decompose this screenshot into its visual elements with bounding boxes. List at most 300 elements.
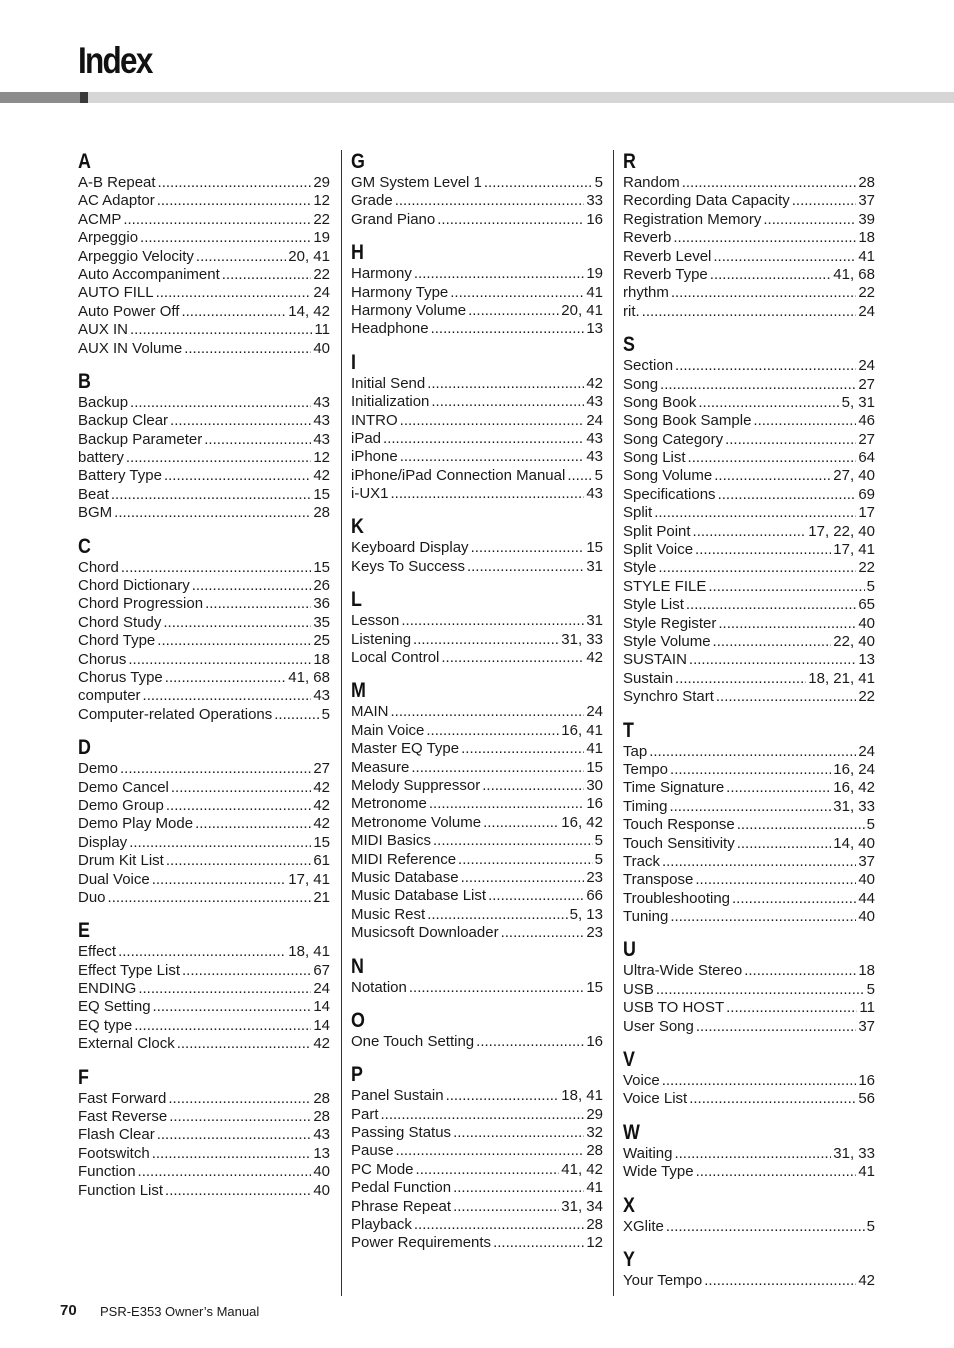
entry-pages: 42 bbox=[313, 796, 330, 814]
dot-leader bbox=[431, 320, 585, 338]
index-entry bbox=[623, 523, 875, 541]
index-entry bbox=[351, 887, 603, 905]
index-entry bbox=[351, 851, 603, 869]
dot-leader bbox=[737, 835, 832, 853]
dot-leader bbox=[670, 761, 831, 779]
dot-leader bbox=[642, 303, 857, 321]
index-entry bbox=[351, 777, 603, 795]
entry-pages: 20, 41 bbox=[288, 247, 330, 265]
index-section bbox=[623, 938, 875, 1036]
entry-pages: 18 bbox=[858, 229, 875, 247]
dot-leader bbox=[567, 467, 592, 485]
entry-pages: 36 bbox=[313, 595, 330, 613]
dot-leader bbox=[675, 670, 806, 688]
section-letter: W bbox=[623, 1120, 640, 1144]
index-entry bbox=[78, 632, 330, 650]
index-entry bbox=[78, 852, 330, 870]
entry-term: MIDI Reference bbox=[351, 850, 457, 868]
index-entry bbox=[351, 1142, 603, 1160]
entry-pages: 15 bbox=[313, 558, 330, 576]
dot-leader bbox=[662, 1072, 857, 1090]
entry-pages: 41 bbox=[858, 1163, 875, 1181]
entry-term: BGM bbox=[78, 504, 113, 522]
index-entry bbox=[351, 1033, 603, 1051]
entry-term: Section bbox=[623, 357, 674, 375]
entry-pages: 13 bbox=[858, 651, 875, 669]
entry-term: GM System Level 1 bbox=[351, 174, 482, 191]
dot-leader bbox=[222, 266, 312, 284]
index-section bbox=[351, 241, 603, 339]
index-entry bbox=[623, 303, 875, 321]
index-entry bbox=[351, 1179, 603, 1197]
entry-pages: 42 bbox=[313, 1035, 330, 1053]
entry-pages: 41 bbox=[586, 740, 603, 758]
entry-term: AUTO FILL bbox=[78, 284, 154, 302]
entry-pages: 44 bbox=[858, 889, 875, 907]
index-entry bbox=[623, 962, 875, 980]
dot-leader bbox=[763, 211, 856, 229]
entry-pages: 37 bbox=[858, 852, 875, 870]
entry-term: Wide Type bbox=[623, 1163, 694, 1181]
dot-leader bbox=[654, 504, 856, 522]
dot-leader bbox=[409, 979, 584, 997]
entry-term: PC Mode bbox=[351, 1160, 414, 1178]
dot-leader bbox=[718, 486, 857, 504]
dot-leader bbox=[205, 595, 311, 613]
index-entry bbox=[623, 871, 875, 889]
entry-term: Voice bbox=[623, 1072, 660, 1090]
dot-leader bbox=[704, 1272, 856, 1290]
entry-pages: 40 bbox=[858, 614, 875, 632]
header-rule-dark bbox=[0, 92, 88, 103]
index-section bbox=[351, 150, 603, 229]
section-letter: K bbox=[351, 515, 364, 539]
entry-term: One Touch Setting bbox=[351, 1032, 475, 1050]
entry-term: Arpeggio bbox=[78, 229, 139, 247]
entry-term: Notation bbox=[351, 978, 407, 996]
dot-leader bbox=[713, 248, 856, 266]
entry-term: iPhone bbox=[351, 448, 398, 466]
entry-term: Tap bbox=[623, 742, 648, 760]
dot-leader bbox=[689, 1090, 856, 1108]
dot-leader bbox=[383, 430, 584, 448]
entry-pages: 42 bbox=[313, 778, 330, 796]
dot-leader bbox=[669, 798, 831, 816]
index-entry bbox=[78, 394, 330, 412]
entry-term: Style List bbox=[623, 596, 684, 614]
entry-term: Duo bbox=[78, 888, 106, 906]
entry-term: Pause bbox=[351, 1142, 394, 1160]
index-entry bbox=[623, 229, 875, 247]
entry-term: Song Book bbox=[623, 393, 697, 411]
dot-leader bbox=[660, 376, 856, 394]
entry-term: USB TO HOST bbox=[623, 999, 725, 1017]
entry-pages: 24 bbox=[858, 357, 875, 375]
index-entry bbox=[78, 266, 330, 284]
entry-term: Auto Power Off bbox=[78, 302, 180, 320]
entry-term: Main Voice bbox=[351, 721, 425, 739]
dot-leader bbox=[164, 467, 311, 485]
index-entry bbox=[623, 266, 875, 284]
entry-pages: 15 bbox=[313, 485, 330, 503]
dot-leader bbox=[181, 303, 286, 321]
dot-leader bbox=[118, 943, 286, 961]
entry-term: Registration Memory bbox=[623, 210, 762, 228]
entry-term: Sustain bbox=[623, 669, 674, 687]
entry-pages: 28 bbox=[586, 1142, 603, 1160]
entry-pages: 16, 24 bbox=[833, 760, 875, 778]
index-entry bbox=[623, 1272, 875, 1290]
entry-term: Split bbox=[623, 504, 653, 522]
index-entry bbox=[623, 633, 875, 651]
entry-pages: 15 bbox=[313, 833, 330, 851]
dot-leader bbox=[426, 722, 559, 740]
entry-pages: 28 bbox=[586, 1216, 603, 1234]
entry-term: Chord Type bbox=[78, 632, 156, 650]
index-entry bbox=[623, 486, 875, 504]
index-section bbox=[351, 679, 603, 942]
entry-pages: 40 bbox=[313, 1163, 330, 1181]
section-letter: M bbox=[351, 679, 366, 703]
entry-pages: 26 bbox=[313, 577, 330, 595]
index-entry bbox=[623, 779, 875, 797]
index-entry bbox=[623, 816, 875, 834]
dot-leader bbox=[204, 431, 311, 449]
entry-term: Your Tempo bbox=[623, 1271, 703, 1289]
entry-term: Pedal Function bbox=[351, 1179, 452, 1197]
index-entry bbox=[78, 340, 330, 358]
entry-term: Chord Dictionary bbox=[78, 577, 190, 595]
entry-term: Ultra-Wide Stereo bbox=[623, 962, 743, 980]
dot-leader bbox=[156, 284, 312, 302]
index-entry bbox=[78, 797, 330, 815]
entry-term: Tuning bbox=[623, 908, 669, 926]
entry-term: Time Signature bbox=[623, 779, 725, 797]
index-entry bbox=[351, 211, 603, 229]
dot-leader bbox=[152, 871, 287, 889]
index-entry bbox=[78, 1163, 330, 1181]
entry-term: Demo Cancel bbox=[78, 778, 169, 796]
index-entry bbox=[78, 467, 330, 485]
dot-leader bbox=[666, 1218, 865, 1236]
entry-term: i-UX1 bbox=[351, 485, 389, 503]
index-entry bbox=[351, 1234, 603, 1252]
dot-leader bbox=[656, 981, 865, 999]
index-entry bbox=[78, 248, 330, 266]
index-entry bbox=[78, 1017, 330, 1035]
entry-pages: 22, 40 bbox=[833, 632, 875, 650]
dot-leader bbox=[476, 1033, 584, 1051]
entry-term: ENDING bbox=[78, 980, 137, 998]
dot-leader bbox=[484, 174, 593, 192]
dot-leader bbox=[792, 192, 857, 210]
entry-pages: 16 bbox=[586, 1032, 603, 1050]
entry-pages: 18 bbox=[313, 650, 330, 668]
entry-term: Music Database bbox=[351, 868, 459, 886]
entry-term: EQ type bbox=[78, 1016, 133, 1034]
dot-leader bbox=[695, 871, 856, 889]
entry-pages: 35 bbox=[313, 613, 330, 631]
entry-term: Panel Sustain bbox=[351, 1087, 444, 1105]
entry-term: Initialization bbox=[351, 393, 430, 411]
entry-term: STYLE FILE bbox=[623, 577, 707, 595]
index-entry bbox=[78, 1090, 330, 1108]
dot-leader bbox=[726, 779, 831, 797]
entry-pages: 5 bbox=[866, 577, 875, 595]
index-section bbox=[351, 351, 603, 504]
index-entry bbox=[623, 688, 875, 706]
entry-term: Drum Kit List bbox=[78, 852, 164, 870]
index-entry bbox=[623, 999, 875, 1017]
entry-pages: 15 bbox=[586, 978, 603, 996]
entry-pages: 28 bbox=[313, 1089, 330, 1107]
index-section bbox=[623, 150, 875, 321]
dot-leader bbox=[689, 651, 856, 669]
section-letter: P bbox=[351, 1063, 363, 1087]
entry-term: Beat bbox=[78, 485, 109, 503]
entry-term: Chorus Type bbox=[78, 668, 163, 686]
index-entry bbox=[623, 431, 875, 449]
section-letter: G bbox=[351, 150, 365, 173]
index-entry bbox=[623, 670, 875, 688]
dot-leader bbox=[708, 578, 864, 596]
entry-term: Battery Type bbox=[78, 467, 162, 485]
section-letter: E bbox=[78, 919, 90, 943]
entry-pages: 41, 68 bbox=[288, 668, 330, 686]
section-letter: I bbox=[351, 350, 356, 374]
index-section bbox=[78, 919, 330, 1053]
page-title: Index bbox=[78, 40, 152, 81]
entry-term: AUX IN Volume bbox=[78, 339, 183, 357]
index-entry bbox=[623, 743, 875, 761]
index-entry bbox=[78, 760, 330, 778]
index-entry bbox=[78, 229, 330, 247]
entry-pages: 16, 42 bbox=[561, 813, 603, 831]
entry-pages: 40 bbox=[858, 871, 875, 889]
index-column-1 bbox=[78, 150, 330, 1200]
entry-term: Touch Sensitivity bbox=[623, 834, 735, 852]
index-entry bbox=[351, 467, 603, 485]
entry-term: Phrase Repeat bbox=[351, 1197, 452, 1215]
dot-leader bbox=[123, 211, 311, 229]
entry-pages: 24 bbox=[313, 980, 330, 998]
entry-pages: 5 bbox=[866, 1217, 875, 1235]
entry-term: Track bbox=[623, 852, 660, 870]
dot-leader bbox=[482, 777, 584, 795]
index-column-3 bbox=[623, 150, 875, 1290]
index-section bbox=[623, 333, 875, 706]
entry-pages: 30 bbox=[586, 776, 603, 794]
dot-leader bbox=[658, 559, 856, 577]
entry-pages: 41, 42 bbox=[561, 1160, 603, 1178]
entry-pages: 22 bbox=[858, 559, 875, 577]
entry-pages: 20, 41 bbox=[561, 301, 603, 319]
entry-pages: 67 bbox=[313, 961, 330, 979]
index-entry bbox=[351, 284, 603, 302]
index-entry bbox=[78, 962, 330, 980]
index-entry bbox=[78, 1182, 330, 1200]
index-entry bbox=[623, 248, 875, 266]
entry-pages: 11 bbox=[859, 999, 875, 1017]
entry-term: Keys To Success bbox=[351, 557, 465, 575]
index-entry bbox=[351, 430, 603, 448]
entry-term: Random bbox=[623, 174, 680, 191]
index-entry bbox=[78, 687, 330, 705]
entry-pages: 27 bbox=[858, 375, 875, 393]
entry-pages: 43 bbox=[313, 430, 330, 448]
section-letter: S bbox=[623, 333, 635, 357]
entry-pages: 22 bbox=[858, 688, 875, 706]
dot-leader bbox=[725, 431, 856, 449]
dot-leader bbox=[168, 1090, 311, 1108]
index-entry bbox=[78, 1108, 330, 1126]
entry-pages: 15 bbox=[586, 539, 603, 557]
section-letter: O bbox=[351, 1008, 365, 1032]
dot-leader bbox=[467, 558, 584, 576]
index-section bbox=[78, 736, 330, 907]
entry-pages: 18, 41 bbox=[288, 943, 330, 961]
dot-leader bbox=[130, 394, 311, 412]
entry-term: Passing Status bbox=[351, 1124, 452, 1142]
index-entry bbox=[351, 924, 603, 942]
entry-pages: 27, 40 bbox=[833, 467, 875, 485]
entry-pages: 42 bbox=[313, 815, 330, 833]
entry-pages: 27 bbox=[858, 430, 875, 448]
entry-pages: 31 bbox=[586, 612, 603, 630]
index-entry bbox=[78, 321, 330, 339]
dot-leader bbox=[165, 669, 287, 687]
entry-pages: 15 bbox=[586, 758, 603, 776]
dot-leader bbox=[416, 1161, 560, 1179]
entry-pages: 42 bbox=[313, 467, 330, 485]
index-entry bbox=[623, 761, 875, 779]
entry-pages: 31 bbox=[586, 557, 603, 575]
entry-pages: 43 bbox=[586, 485, 603, 503]
dot-leader bbox=[693, 523, 807, 541]
entry-pages: 46 bbox=[858, 412, 875, 430]
entry-pages: 21 bbox=[313, 888, 330, 906]
index-entry bbox=[78, 595, 330, 613]
entry-term: Footswitch bbox=[78, 1144, 150, 1162]
index-entry bbox=[78, 577, 330, 595]
index-entry bbox=[623, 835, 875, 853]
dot-leader bbox=[391, 485, 585, 503]
dot-leader bbox=[413, 631, 559, 649]
entry-pages: 5 bbox=[594, 466, 603, 484]
dot-leader bbox=[468, 302, 559, 320]
dot-leader bbox=[675, 357, 856, 375]
entry-term: Grand Piano bbox=[351, 210, 436, 228]
index-entry bbox=[78, 303, 330, 321]
entry-pages: 31, 33 bbox=[833, 1144, 875, 1162]
entry-term: Reverb Type bbox=[623, 265, 708, 283]
dot-leader bbox=[152, 1145, 312, 1163]
dot-leader bbox=[427, 375, 584, 393]
index-entry bbox=[351, 320, 603, 338]
index-entry bbox=[623, 615, 875, 633]
entry-pages: 5 bbox=[594, 832, 603, 850]
dot-leader bbox=[461, 869, 585, 887]
index-entry bbox=[351, 979, 603, 997]
entry-term: A-B Repeat bbox=[78, 174, 156, 191]
index-entry bbox=[78, 651, 330, 669]
entry-term: Fast Reverse bbox=[78, 1108, 168, 1126]
entry-pages: 43 bbox=[313, 687, 330, 705]
entry-pages: 40 bbox=[858, 908, 875, 926]
index-entry bbox=[623, 541, 875, 559]
dot-leader bbox=[195, 815, 311, 833]
index-entry bbox=[351, 448, 603, 466]
entry-pages: 31, 33 bbox=[833, 797, 875, 815]
entry-term: Grade bbox=[351, 192, 393, 210]
dot-leader bbox=[488, 887, 584, 905]
dot-leader bbox=[682, 174, 857, 192]
entry-term: EQ Setting bbox=[78, 998, 151, 1016]
entry-pages: 29 bbox=[313, 174, 330, 191]
index-entry bbox=[623, 192, 875, 210]
entry-term: AUX IN bbox=[78, 321, 129, 339]
index-entry bbox=[78, 815, 330, 833]
dot-leader bbox=[171, 779, 311, 797]
index-entry bbox=[351, 631, 603, 649]
entry-term: Metronome bbox=[351, 795, 427, 813]
index-entry bbox=[78, 706, 330, 724]
entry-term: Song List bbox=[623, 449, 686, 467]
entry-term: Touch Response bbox=[623, 816, 735, 834]
index-entry bbox=[351, 759, 603, 777]
entry-pages: 43 bbox=[586, 448, 603, 466]
entry-term: Demo bbox=[78, 760, 119, 778]
dot-leader bbox=[753, 412, 856, 430]
dot-leader bbox=[716, 688, 856, 706]
section-letter: B bbox=[78, 369, 91, 393]
entry-term: USB bbox=[623, 980, 654, 998]
entry-pages: 22 bbox=[858, 284, 875, 302]
dot-leader bbox=[674, 1145, 831, 1163]
entry-term: Demo Play Mode bbox=[78, 815, 194, 833]
entry-pages: 16 bbox=[858, 1072, 875, 1090]
index-entry bbox=[351, 1216, 603, 1234]
index-entry bbox=[351, 174, 603, 192]
entry-term: Headphone bbox=[351, 320, 429, 338]
section-letter: A bbox=[78, 150, 91, 173]
dot-leader bbox=[157, 632, 311, 650]
index-entry bbox=[623, 651, 875, 669]
dot-leader bbox=[143, 687, 312, 705]
entry-term: Demo Group bbox=[78, 796, 164, 814]
entry-pages: 40 bbox=[313, 339, 330, 357]
dot-leader bbox=[710, 266, 832, 284]
entry-pages: 18, 41 bbox=[561, 1087, 603, 1105]
dot-leader bbox=[166, 852, 311, 870]
dot-leader bbox=[414, 1216, 584, 1234]
dot-leader bbox=[381, 1106, 585, 1124]
entry-pages: 14 bbox=[313, 1016, 330, 1034]
entry-pages: 28 bbox=[858, 174, 875, 191]
dot-leader bbox=[108, 889, 312, 907]
entry-term: Musicsoft Downloader bbox=[351, 924, 499, 942]
dot-leader bbox=[649, 743, 856, 761]
index-entry bbox=[623, 449, 875, 467]
index-entry bbox=[351, 192, 603, 210]
entry-pages: 23 bbox=[586, 868, 603, 886]
index-entry bbox=[78, 779, 330, 797]
index-entry bbox=[623, 890, 875, 908]
index-section bbox=[623, 719, 875, 927]
entry-term: SUSTAIN bbox=[623, 651, 687, 669]
index-column-2 bbox=[351, 150, 603, 1253]
entry-term: Effect bbox=[78, 943, 117, 961]
